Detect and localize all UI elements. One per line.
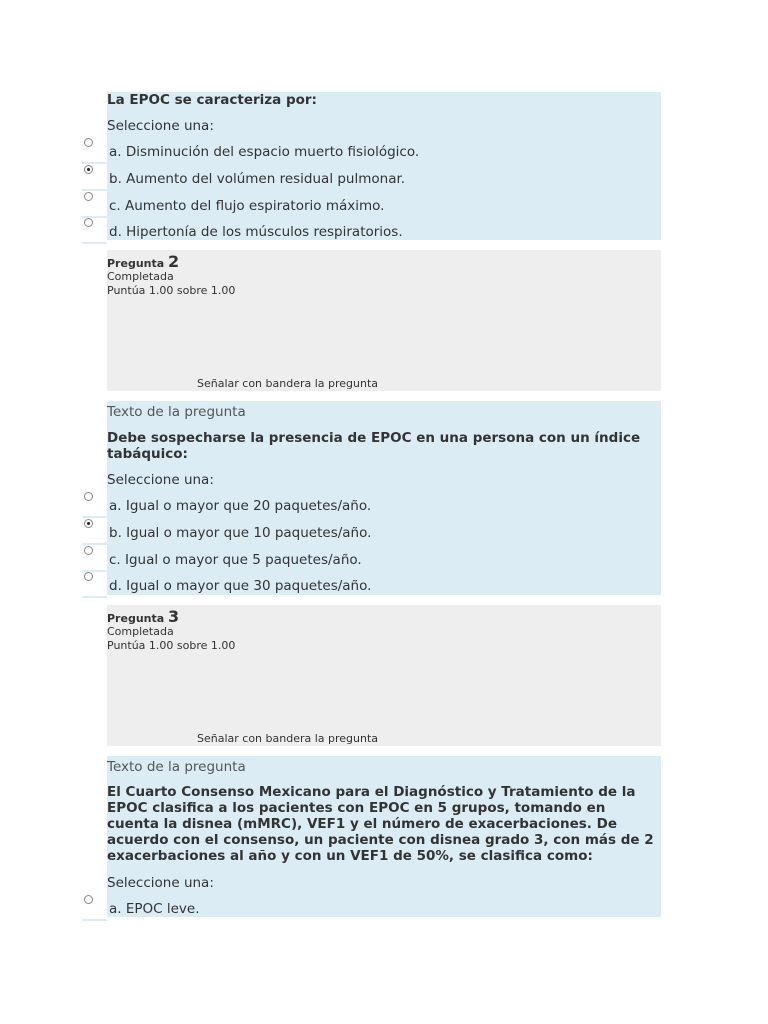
radio-button[interactable] (84, 218, 93, 227)
option-label[interactable]: c. Aumento del flujo espiratorio máximo. (109, 198, 385, 214)
option-label[interactable]: b. Aumento del volúmen residual pulmonar. (109, 171, 406, 187)
question-score: Puntúa 1.00 sobre 1.00 (107, 284, 236, 297)
option-divider (82, 516, 107, 518)
question-status: Completada (107, 625, 174, 638)
radio-button-checked[interactable] (84, 519, 93, 528)
question-2-prompt: Seleccione una: (107, 472, 214, 488)
pregunta-number: 3 (168, 607, 180, 626)
q1-option-b[interactable] (82, 165, 661, 191)
q2-option-d[interactable] (82, 572, 661, 598)
q3-option-a[interactable] (82, 895, 661, 921)
q1-option-c[interactable] (82, 192, 661, 218)
radio-button[interactable] (84, 492, 93, 501)
option-label[interactable]: c. Igual o mayor que 5 paquetes/año. (109, 552, 362, 568)
q1-option-d[interactable] (82, 218, 661, 244)
flag-question-link[interactable]: Señalar con bandera la pregunta (197, 377, 379, 390)
question-status: Completada (107, 270, 174, 283)
question-3-text: El Cuarto Consenso Mexicano para el Diagnóstico y Tratamiento de la EPOC clasifica a los pacientes con EPOC en 5 grupos, tomando en cuenta la disnea (mMRC), VEF1 y el número de exacerbaciones. De acuerdo con el consenso, un paciente con disnea grado 3, con más de 2 exacerbaciones al año y con un VEF1 de 50%, se clasifica como: (107, 784, 654, 864)
q2-option-b[interactable] (82, 519, 661, 545)
option-divider (82, 242, 107, 244)
question-score: Puntúa 1.00 sobre 1.00 (107, 639, 236, 652)
question-number (107, 607, 179, 626)
radio-button[interactable] (84, 138, 93, 147)
pregunta-number: 2 (168, 252, 180, 271)
option-divider (82, 919, 107, 921)
question-3-prompt: Seleccione una: (107, 875, 214, 891)
option-divider (82, 189, 107, 191)
question-3-info (107, 605, 661, 746)
radio-button[interactable] (84, 572, 93, 581)
option-divider (82, 543, 107, 545)
radio-button[interactable] (84, 546, 93, 555)
question-3-title: Texto de la pregunta (107, 759, 246, 775)
q1-option-a[interactable] (82, 138, 661, 164)
option-label[interactable]: a. Igual o mayor que 20 paquetes/año. (109, 498, 372, 514)
pregunta-label: Pregunta (107, 257, 165, 270)
option-label[interactable]: a. Disminución del espacio muerto fisiológico. (109, 144, 420, 160)
q2-option-c[interactable] (82, 546, 661, 572)
question-2-title: Texto de la pregunta (107, 404, 246, 420)
pregunta-label: Pregunta (107, 612, 165, 625)
radio-button[interactable] (84, 895, 93, 904)
radio-button-checked[interactable] (84, 165, 93, 174)
option-divider (82, 596, 107, 598)
radio-button[interactable] (84, 192, 93, 201)
option-label[interactable]: b. Igual o mayor que 10 paquetes/año. (109, 525, 372, 541)
question-1-prompt: Seleccione una: (107, 118, 214, 134)
option-label[interactable]: a. EPOC leve. (109, 901, 200, 917)
question-number (107, 252, 179, 271)
option-label[interactable]: d. Igual o mayor que 30 paquetes/año. (109, 578, 372, 594)
question-1-text: La EPOC se caracteriza por: (107, 92, 317, 108)
option-label[interactable]: d. Hipertonía de los músculos respiratorios. (109, 224, 403, 240)
question-2-text: Debe sospecharse la presencia de EPOC en una persona con un índice tabáquico: (107, 430, 641, 462)
question-2-info (107, 250, 661, 391)
option-divider (82, 162, 107, 164)
flag-question-link[interactable]: Señalar con bandera la pregunta (197, 732, 379, 745)
q2-option-a[interactable] (82, 492, 661, 518)
